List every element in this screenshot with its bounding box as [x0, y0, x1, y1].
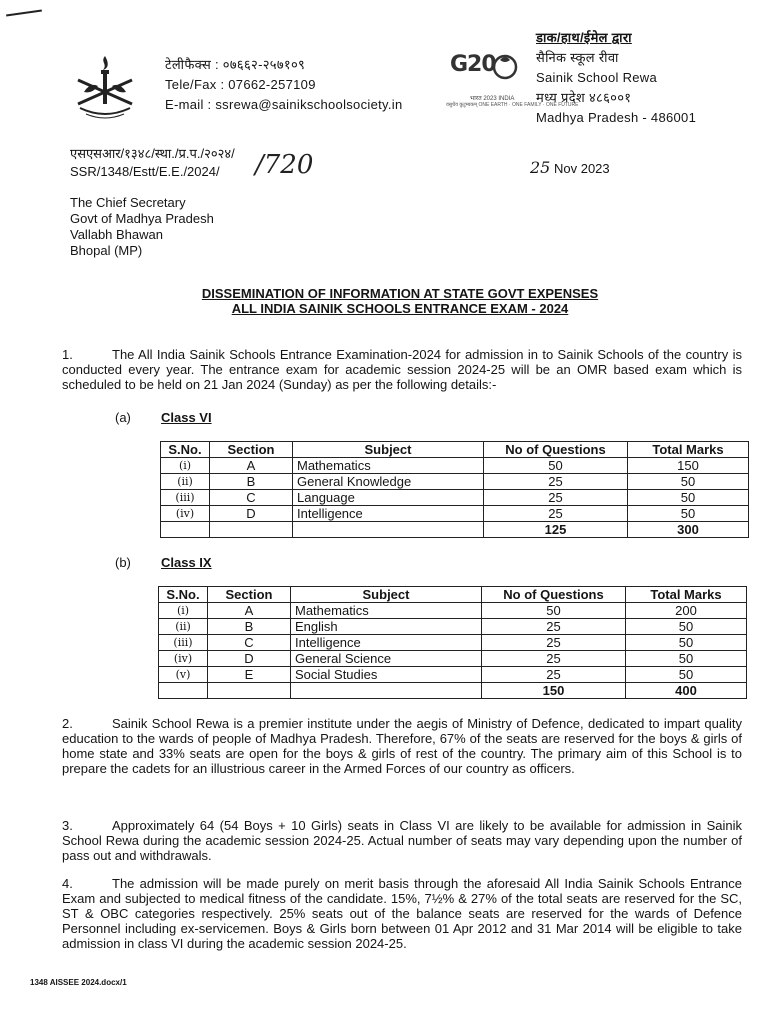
paragraph-text: The All India Sainik Schools Entrance Examination-2024 for admission in to Sainik Schools of the country is conducted every year. The entrance exam for academic session 2024-25 will be an OMR based exam which is scheduled to be held on 21 Jan 2024 (Sunday) as per the following details:- — [62, 347, 742, 392]
table-row — [161, 490, 749, 506]
cell-questions: 25 — [482, 619, 626, 635]
date-month-year: Nov 2023 — [553, 161, 610, 176]
subject-heading — [60, 286, 740, 316]
date-day: 25 — [530, 158, 551, 177]
cell-subject: Intelligence — [291, 635, 482, 651]
cell-sno: (i) — [161, 458, 210, 474]
col-questions: No of Questions — [484, 442, 628, 458]
table-row — [159, 635, 747, 651]
cell-section: A — [208, 603, 291, 619]
cell-questions: 25 — [482, 635, 626, 651]
paragraph-4 — [62, 876, 742, 951]
telefax: Tele/Fax : 07662-257109 — [165, 77, 316, 92]
cell-subject: General Science — [291, 651, 482, 667]
cell-section: D — [210, 506, 293, 522]
col-subject: Subject — [293, 442, 484, 458]
cell-questions: 25 — [484, 474, 628, 490]
col-questions: No of Questions — [482, 587, 626, 603]
cell-sno: (v) — [159, 667, 208, 683]
state-hindi: मध्य प्रदेश ४८६००१ — [536, 90, 632, 105]
cell-section: A — [210, 458, 293, 474]
email: E-mail : ssrewa@sainikschoolsociety.in — [165, 97, 403, 112]
cell-questions: 50 — [484, 458, 628, 474]
col-sno: S.No. — [161, 442, 210, 458]
g20-lotus-icon — [490, 52, 520, 82]
paragraph-2 — [62, 716, 742, 776]
reference-block — [70, 145, 235, 181]
paragraph-number: 4. — [62, 876, 73, 891]
school-name: Sainik School Rewa — [536, 70, 658, 85]
cell-section: B — [210, 474, 293, 490]
cell-subject: English — [291, 619, 482, 635]
table-row — [161, 506, 749, 522]
cell-questions: 25 — [484, 490, 628, 506]
cell-sno: (iv) — [159, 651, 208, 667]
total-questions: 150 — [482, 683, 626, 699]
reference-number: /720 — [255, 150, 314, 180]
cell-marks: 50 — [626, 635, 747, 651]
cell-marks: 50 — [628, 506, 749, 522]
table-total-row — [159, 683, 747, 699]
cell-section: D — [208, 651, 291, 667]
class6-heading — [115, 410, 212, 425]
cell-marks: 50 — [626, 619, 747, 635]
col-section: Section — [210, 442, 293, 458]
cell-marks: 150 — [628, 458, 749, 474]
cell-subject: Mathematics — [291, 603, 482, 619]
file-reference: 1348 AISSEE 2024.docx/1 — [30, 978, 127, 987]
table-header-row — [161, 442, 749, 458]
addressee — [70, 195, 214, 259]
telefax-hindi: टेलीफैक्स : ०७६६२-२५७१०९ — [165, 57, 306, 72]
cell-questions: 25 — [484, 506, 628, 522]
state: Madhya Pradesh - 486001 — [536, 110, 697, 125]
cell-subject: Mathematics — [293, 458, 484, 474]
g20-logo — [446, 52, 579, 114]
paragraph-number: 1. — [62, 347, 73, 362]
cell-sno: (iii) — [161, 490, 210, 506]
reference-english: SSR/1348/Estt/E.E./2024/ — [70, 164, 220, 179]
pen-mark — [6, 10, 42, 17]
table-row — [161, 474, 749, 490]
class9-label: (b) — [115, 555, 131, 570]
cell-marks: 50 — [628, 474, 749, 490]
subject-line-2: ALL INDIA SAINIK SCHOOLS ENTRANCE EXAM - 2024 — [231, 301, 569, 316]
cell-sno: (ii) — [159, 619, 208, 635]
class6-title: Class VI — [161, 410, 212, 425]
paragraph-number: 3. — [62, 818, 73, 833]
cell-section: E — [208, 667, 291, 683]
col-section: Section — [208, 587, 291, 603]
cell-subject: Social Studies — [291, 667, 482, 683]
col-marks: Total Marks — [628, 442, 749, 458]
cell-questions: 25 — [482, 651, 626, 667]
addressee-line: The Chief Secretary — [70, 195, 186, 210]
g20-hindi: भारत 2023 INDIA — [470, 96, 515, 102]
g20-tagline: वसुधैव कुटुम्बकम् ONE EARTH · ONE FAMILY · ONE FUTURE — [446, 102, 579, 108]
cell-sno: (i) — [159, 603, 208, 619]
cell-marks: 50 — [628, 490, 749, 506]
cell-section: C — [210, 490, 293, 506]
contact-block — [165, 55, 402, 115]
paragraph-text: The admission will be made purely on merit basis through the aforesaid All India Sainik Schools Entrance Exam and subjected to medical fitness of the candidate. 15%, 7½% & 27% of the total seats are reserved for the SC, ST & OBC categories respectively. 25% seats out of the balance seats are reserved for the wards of Defence Personnel including ex-servicemen. Boys & Girls born between 01 Apr 2012 and 31 Mar 2014 will be eligible to take admission in class VI during the academic session 2024-25. — [62, 876, 742, 951]
total-questions: 125 — [484, 522, 628, 538]
paragraph-1 — [62, 347, 742, 392]
cell-sno: (ii) — [161, 474, 210, 490]
table-row — [159, 603, 747, 619]
col-sno: S.No. — [159, 587, 208, 603]
cell-marks: 50 — [626, 667, 747, 683]
class6-label: (a) — [115, 410, 131, 425]
addressee-line: Bhopal (MP) — [70, 243, 143, 258]
col-marks: Total Marks — [626, 587, 747, 603]
cell-marks: 200 — [626, 603, 747, 619]
table-row — [159, 667, 747, 683]
cell-sno: (iii) — [159, 635, 208, 651]
class6-table — [160, 441, 749, 538]
cell-subject: General Knowledge — [293, 474, 484, 490]
delivery-mode: डाक/हाथ/ईमेल द्वारा — [536, 30, 632, 45]
class9-title: Class IX — [161, 555, 212, 570]
cell-questions: 50 — [482, 603, 626, 619]
letter-date — [530, 158, 610, 177]
cell-questions: 25 — [482, 667, 626, 683]
subject-line-1: DISSEMINATION OF INFORMATION AT STATE GOVT EXPENSES — [201, 286, 599, 301]
paragraph-text: Approximately 64 (54 Boys + 10 Girls) seats in Class VI are likely to be available for admission in Sainik School Rewa during the academic session 2024-25. Actual number of seats may vary depending upon the number of pass out and withdrawals. — [62, 818, 742, 863]
col-subject: Subject — [291, 587, 482, 603]
total-marks: 400 — [626, 683, 747, 699]
school-address-block — [536, 28, 696, 128]
paragraph-text: Sainik School Rewa is a premier institute under the aegis of Ministry of Defence, dedicated to impart quality education to the wards of people of Madhya Pradesh. Therefore, 67% of the seats are reserved for the boys & girls of home state and 33% seats are open for the boys & girls of rest of the country. The primary aim of this School is to prepare the cadets for an illustrious career in the Armed Forces of our country as officers. — [62, 716, 742, 776]
cell-section: B — [208, 619, 291, 635]
table-row — [161, 458, 749, 474]
paragraph-number: 2. — [62, 716, 73, 731]
addressee-line: Vallabh Bhawan — [70, 227, 163, 242]
paragraph-3 — [62, 818, 742, 863]
addressee-line: Govt of Madhya Pradesh — [70, 211, 214, 226]
table-header-row — [159, 587, 747, 603]
table-total-row — [161, 522, 749, 538]
cell-subject: Intelligence — [293, 506, 484, 522]
cell-sno: (iv) — [161, 506, 210, 522]
class9-heading — [115, 555, 212, 570]
class9-table — [158, 586, 747, 699]
table-row — [159, 619, 747, 635]
cell-section: C — [208, 635, 291, 651]
g20-logo-text: G20 — [450, 52, 496, 77]
cell-subject: Language — [293, 490, 484, 506]
school-name-hindi: सैनिक स्कूल रीवा — [536, 50, 619, 65]
cell-marks: 50 — [626, 651, 747, 667]
total-marks: 300 — [628, 522, 749, 538]
school-emblem-icon — [70, 52, 140, 124]
reference-hindi: एसएसआर/१३४८/स्था./प्र.प./२०२४/ — [70, 146, 235, 161]
table-row — [159, 651, 747, 667]
